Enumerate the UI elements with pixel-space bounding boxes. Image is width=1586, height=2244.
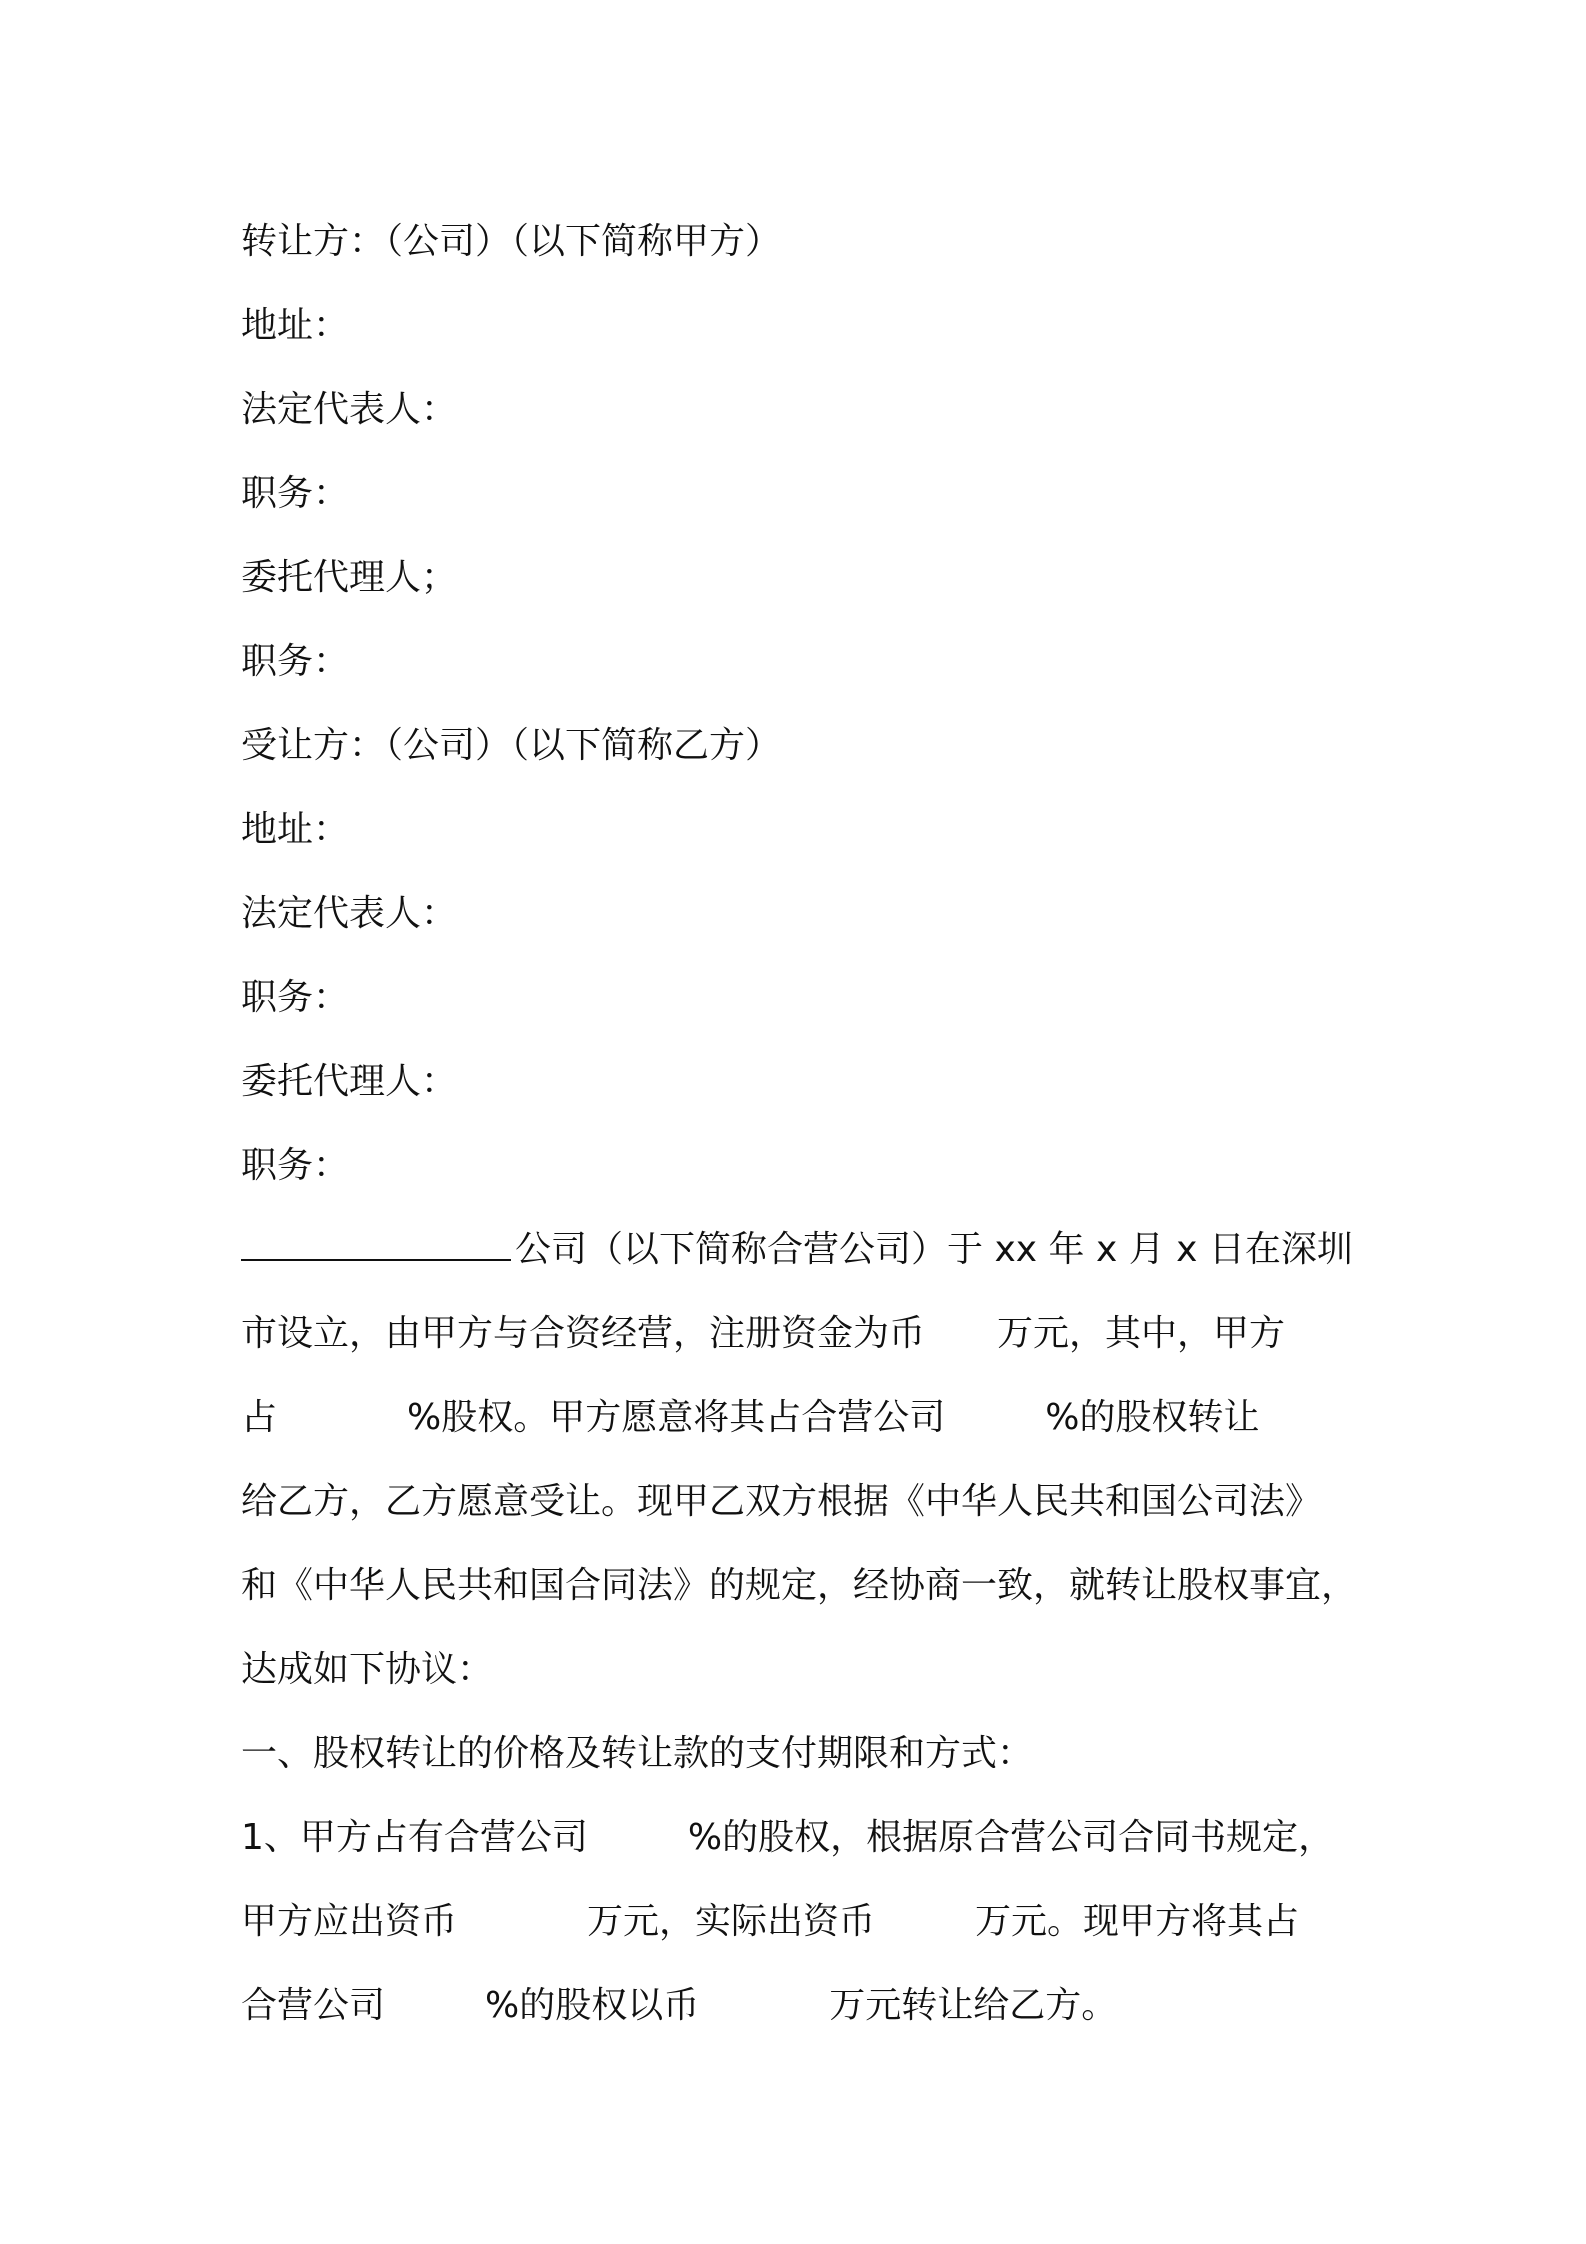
preamble-line-4: 给乙方，乙方愿意受让。现甲乙双方根据《中华人民共和国公司法》 (241, 1481, 1322, 1522)
item-1-text-3a: 合营公司 (241, 1985, 386, 2026)
transferor-address: 地址： (241, 305, 350, 346)
item-1-line-3 (241, 1964, 1371, 2048)
transferor-agent: 委托代理人； (241, 557, 458, 598)
transferee-agent-position: 职务： (241, 1145, 350, 1186)
transferee-agent: 委托代理人： (241, 1061, 458, 1102)
transferee-address: 地址： (241, 809, 350, 850)
item-1-text-2b: 万元，实际出资币 (587, 1901, 876, 1942)
preamble-text-2a: 市设立，由甲方与合资经营，注册资金为币 (241, 1313, 926, 1354)
preamble-line-6: 达成如下协议： (241, 1649, 494, 1690)
item-1-text-2c: 万元。现甲方将其占 (975, 1901, 1300, 1942)
transferee-legal-rep: 法定代表人： (241, 893, 458, 934)
transferor-position: 职务： (241, 473, 350, 514)
preamble-text-3b: %股权。甲方愿意将其占合营公司 (407, 1397, 946, 1438)
item-1-line-2 (241, 1880, 1371, 1964)
preamble-text-3a: 占 (241, 1397, 278, 1438)
preamble-line-5: 和《中华人民共和国合同法》的规定，经协商一致，就转让股权事宜， (241, 1565, 1358, 1606)
preamble-text-1: 公司（以下简称合营公司）于 xx 年 x 月 x 日在深圳 (515, 1229, 1353, 1270)
item-1-text-1b: %的股权，根据原合营公司合同书规定， (687, 1817, 1335, 1858)
preamble-text-2b: 万元，其中，甲方 (997, 1313, 1286, 1354)
preamble-line-2 (241, 1292, 1371, 1376)
company-name-blank (241, 1229, 511, 1261)
transferor-agent-position: 职务： (241, 641, 350, 682)
item-1-text-2a: 甲方应出资币 (241, 1901, 458, 1942)
section-1-heading: 一、股权转让的价格及转让款的支付期限和方式： (241, 1733, 1034, 1774)
item-1-text-3b: %的股权以币 (485, 1985, 700, 2026)
item-1-line-1 (241, 1796, 1371, 1880)
preamble-line-3 (241, 1376, 1371, 1460)
item-1-text-1a: 1、甲方占有合营公司 (241, 1817, 588, 1858)
contract-body (241, 200, 1371, 2048)
transferee-position: 职务： (241, 977, 350, 1018)
transferor-legal-rep: 法定代表人： (241, 389, 458, 430)
transferor-title: 转让方：（公司）（以下简称甲方） (241, 221, 782, 262)
preamble-line-1 (241, 1208, 1371, 1292)
preamble-text-3c: %的股权转让 (1045, 1397, 1260, 1438)
item-1-text-3c: 万元转让给乙方。 (829, 1985, 1118, 2026)
transferee-title: 受让方：（公司）（以下简称乙方） (241, 725, 782, 766)
